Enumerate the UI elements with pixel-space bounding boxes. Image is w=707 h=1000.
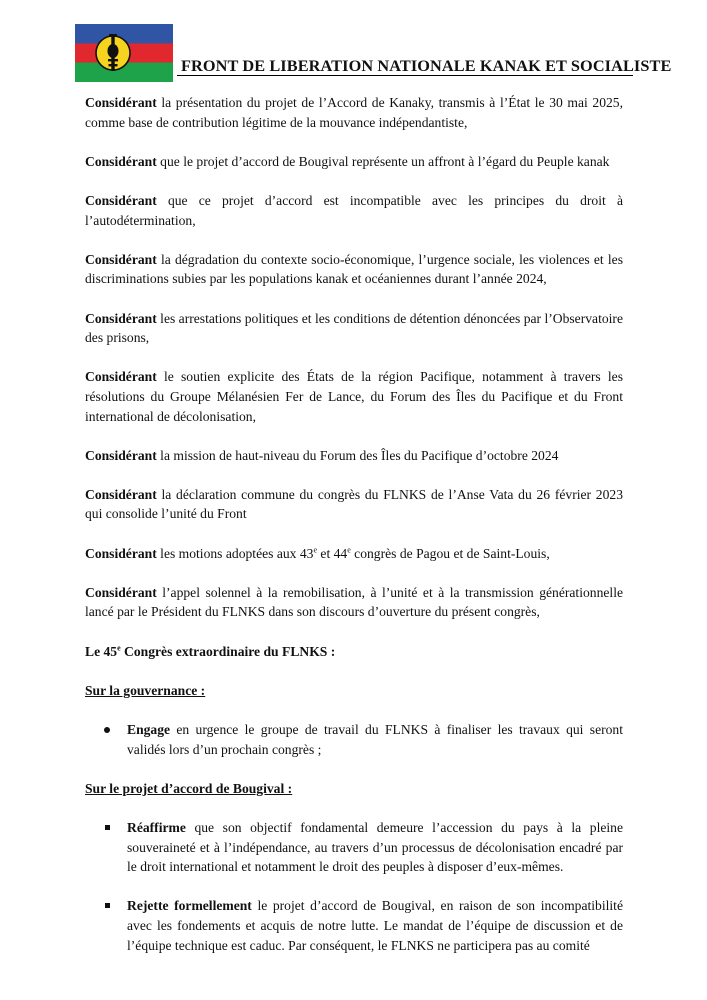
considerant-3: Considérant que ce projet d’accord est incompatible avec les principes du droit à l’autodétermination, <box>85 192 623 228</box>
square-bullet-icon <box>105 825 110 830</box>
considerant-2: Considérant que le projet d’accord de Bougival représente un affront à l’égard du Peuple kanak <box>85 153 610 169</box>
letterhead <box>75 18 672 80</box>
document-body <box>85 93 623 975</box>
organization-title: FRONT DE LIBERATION NATIONALE KANAK ET SOCIALISTE <box>181 56 672 75</box>
list-item: Engage en urgence le groupe de travail du FLNKS à finaliser les travaux qui seront validés lors d’un prochain congrès ; <box>85 720 623 759</box>
considerant-7: Considérant la mission de haut-niveau du Forum des Îles du Pacifique d’octobre 2024 <box>85 447 559 463</box>
considerant-6: Considérant le soutien explicite des États de la région Pacifique, notamment à travers les résolutions du Groupe Mélanésien Fer de Lance, du Forum des Îles du Pacifique et du Front international de décolonisation, <box>85 369 623 424</box>
section-heading-gouvernance: Sur la gouvernance : <box>85 682 206 698</box>
considerant-9: Considérant les motions adoptées aux 43e et 44e congrès de Pagou et de Saint-Louis, <box>85 545 550 561</box>
considerant-1: Considérant la présentation du projet de l’Accord de Kanaky, transmis à l’État le 30 mai 2025, comme base de contribution légitime de la mouvance indépendantiste, <box>85 95 623 130</box>
list-item: Rejette formellement le projet d’accord de Bougival, en raison de son incompatibilité avec les fondements et acquis de notre lutte. Le mandat de l’équipe de discussion et de l’équipe technique est caduc. Par conséquent, le FLNKS ne participera pas au comité <box>85 896 623 955</box>
considerant-8: Considérant la déclaration commune du congrès du FLNKS de l’Anse Vata du 26 février 2023 qui consolide l’unité du Front <box>85 486 623 522</box>
congress-heading: Le 45e Congrès extraordinaire du FLNKS : <box>85 643 336 659</box>
section-heading-bougival: Sur le projet d’accord de Bougival : <box>85 780 293 796</box>
considerant-5: Considérant les arrestations politiques et les conditions de détention dénoncées par l’Observatoire des prisons, <box>85 310 623 346</box>
bullet-icon <box>104 727 110 733</box>
header-divider <box>177 75 633 76</box>
considerant-10: Considérant l’appel solennel à la remobilisation, à l’unité et à la transmission générationnelle lancé par le Président du FLNKS dans son discours d’ouverture du présent congrès, <box>85 584 623 620</box>
considerant-4: Considérant la dégradation du contexte socio-économique, l’urgence sociale, les violences et les discriminations subies par les populations kanak et océaniennes durant l’année 2024, <box>85 251 623 287</box>
list-item: Réaffirme que son objectif fondamental demeure l’accession du pays à la pleine souveraineté et à l’indépendance, au travers d’un processus de décolonisation encadré par le droit international et notamment le droit des peuples à disposer d’eux-mêmes. <box>85 818 623 877</box>
kanaky-flag-icon <box>75 24 173 82</box>
square-bullet-icon <box>105 903 110 908</box>
